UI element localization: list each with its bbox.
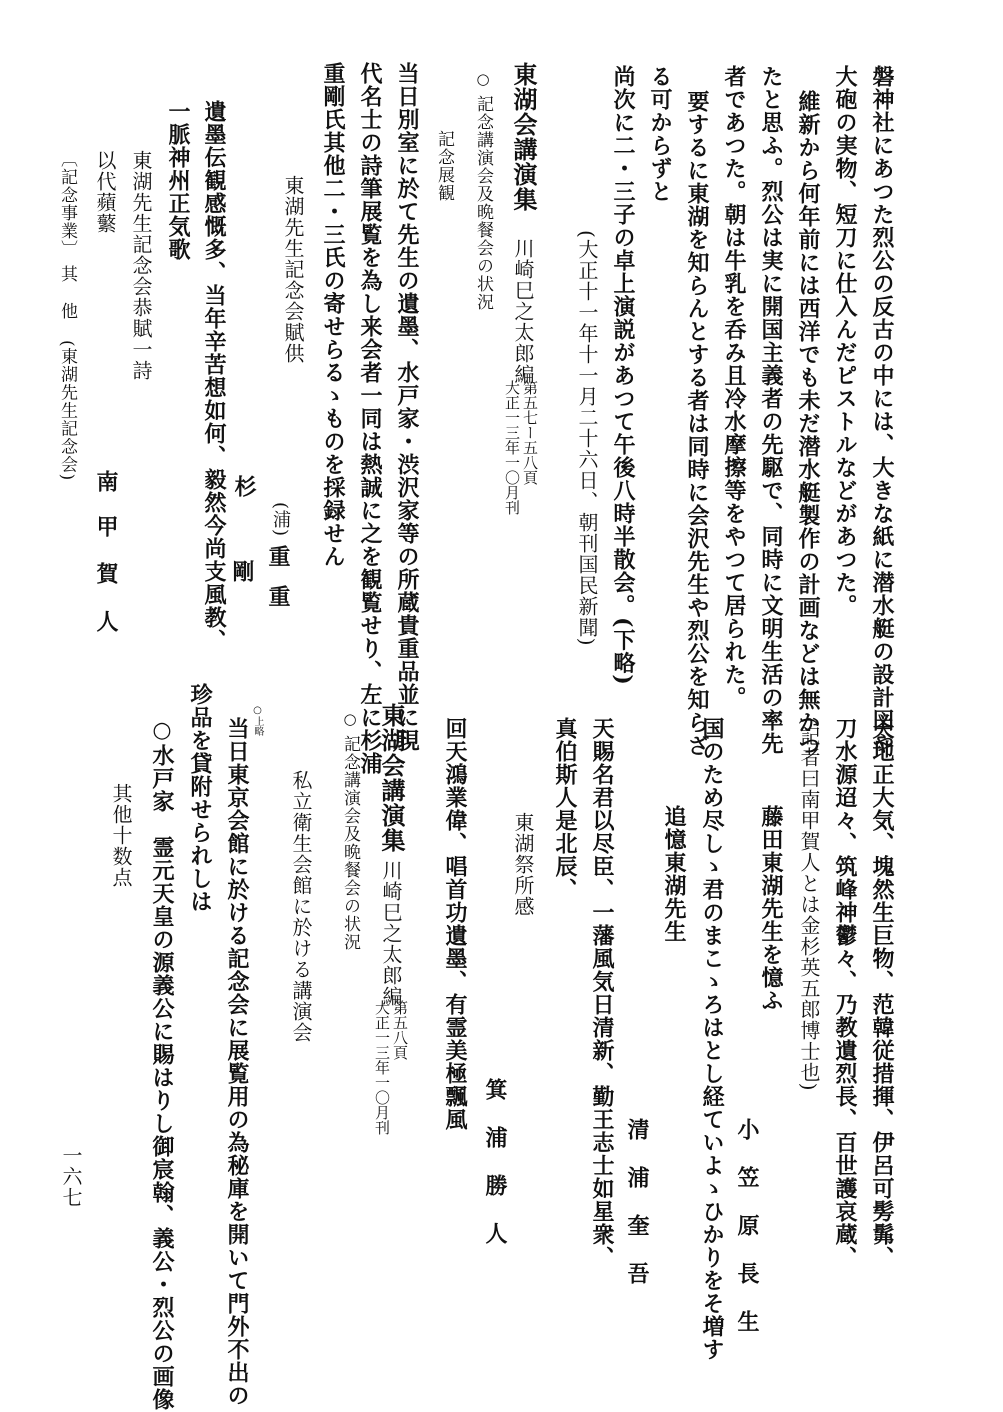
footer-other: 其他 xyxy=(57,265,77,339)
text-line: 大砲の実物、短刀に仕入んだピストルなどがあつた。 xyxy=(832,65,858,617)
author-char: 重 xyxy=(265,545,291,568)
author-char: 人 xyxy=(93,610,119,633)
book-title: 東湖会講演集 xyxy=(509,62,538,212)
circle-mark: ○ xyxy=(341,710,359,729)
text-line: 其他十数点 xyxy=(109,783,133,888)
page-number: 一六七 xyxy=(59,1145,83,1208)
footer-category: 〔記念事業〕 xyxy=(57,150,77,258)
text-line: 者であつた。朝は牛乳を呑み且冷水摩擦等をやつて居られた。 xyxy=(721,65,747,709)
note-line: (記者曰南甲賀人とは金杉英五郎博士也) xyxy=(797,717,821,1092)
poem-title: 藤田東湖先生を憶ふ xyxy=(758,805,784,1012)
author-char: 南 xyxy=(93,470,119,493)
poem-author: 箕浦勝人 xyxy=(482,1078,508,1270)
book-ref-pages: 第五八頁 xyxy=(391,1000,409,1060)
text-line: 重剛氏其他二・三氏の寄せらるゝものを採録せん xyxy=(320,62,346,568)
book-editor: 川崎巳之太郎編 xyxy=(511,238,535,385)
text-line: 磐神社にあつた烈公の反古の中には、大きな紙に潜水艇の設計図や xyxy=(869,65,895,755)
poem-title: 東湖祭所感 xyxy=(511,812,535,917)
footer-source: (東湖先生記念会) xyxy=(57,340,77,482)
poem-line: 刀水源迢々、筑峰神鬱々、乃教遺烈長、百世護哀蔵、 xyxy=(832,717,858,1269)
book-reference xyxy=(374,1000,407,1135)
poem-title: 東湖先生記念会恭賦一詩 xyxy=(129,150,153,381)
book-ref-date: 大正一三年一〇月刊 xyxy=(503,380,521,515)
poem-line: 一脈神州正気歌 xyxy=(165,100,191,261)
text-line: 代名士の詩筆展覧を為し来会者一同は熱誠に之を観覧せり、左に杉浦 xyxy=(357,62,383,775)
omission-mark: ○上略 xyxy=(252,705,263,736)
text-line: たと思ふ。烈公は実に開国主義者の先駆で、同時に文明生活の率先 xyxy=(758,65,784,755)
book-editor: 川崎巳之太郎編 xyxy=(379,860,403,1007)
subheading-hall: 私立衛生会館に於ける講演会 xyxy=(289,770,313,1043)
text-line: 要するに東湖を知らんとする者は同時に会沢先生や烈公を知らざ xyxy=(684,90,710,757)
subheading-exhibit: 記念展観 xyxy=(434,130,454,202)
book-title: 東湖会講演集 xyxy=(377,703,406,853)
book-reference xyxy=(504,380,537,515)
section-heading: 記念講演会及晩餐会の状況 xyxy=(340,735,360,951)
author-char: 剛 xyxy=(229,560,255,583)
poem-line: 天賜名君以尽臣、一藩風気日清新、勤王志士如星衆、 xyxy=(589,717,615,1269)
poem-title: 追憶東湖先生 xyxy=(661,805,687,943)
poem-dedication: 東湖先生記念会賦供 xyxy=(281,175,305,364)
text-line: 維新から何年前には西洋でも未だ潜水艇製作の計画などは無かつ xyxy=(795,90,821,757)
citation-line: (大正十一年十一月二十六日、朝刊国民新聞) xyxy=(575,230,599,647)
poem-line: 国のため尽しゝ君のまこゝろはとし経ていよゝひかりをそ増す xyxy=(699,717,725,1361)
section-heading: 記念講演会及晩餐会の状況 xyxy=(473,95,493,311)
author-char: 重 xyxy=(265,585,291,608)
author-char: 甲 xyxy=(93,515,119,538)
poem-line: 回天鴻業偉、唱首功遺墨、有霊美極飄風 xyxy=(442,717,468,1131)
poem-line: 真伯斯人是北辰、 xyxy=(552,717,578,901)
book-ref-pages: 第五七ー五八頁 xyxy=(521,380,539,485)
text-line: 当日東京会館に於ける記念会に展覧用の為秘庫を開いて門外不出の xyxy=(224,717,250,1407)
poem-line: 遺墨伝観感慨多、当年辛苦想如何、毅然今尚支風教、 xyxy=(201,100,227,652)
bottom-section xyxy=(0,683,1003,1412)
circle-mark: ○ xyxy=(474,70,492,89)
author-char: 賀 xyxy=(93,562,119,585)
poem-author: 清浦奎吾 xyxy=(624,1118,650,1310)
poem-line: 天地正大気、塊然生巨物、范韓従措揮、伊呂可髣髴、 xyxy=(869,717,895,1269)
text-line: 当日別室に於て先生の遺墨、水戸家・渋沢家等の所蔵貴重品並に現 xyxy=(394,62,420,752)
text-line: る可からずと xyxy=(647,65,673,203)
book-ref-date: 大正一三年一〇月刊 xyxy=(373,1000,391,1135)
poem-author: 小笠原長生 xyxy=(734,1118,760,1358)
author-char: 杉 xyxy=(231,475,257,498)
poem-line: 以代蘋蘩 xyxy=(93,150,117,234)
text-line: ○水戸家 霊元天皇の源義公に賜はりし御宸翰、義公・烈公の画像 xyxy=(149,717,175,1411)
text-line: 珍品を貸附せられしは xyxy=(187,683,213,913)
author-note: (浦) xyxy=(270,502,291,538)
text-line: 尚次に二・三子の卓上演説があつて午後八時半散会。(下略) xyxy=(610,65,636,686)
